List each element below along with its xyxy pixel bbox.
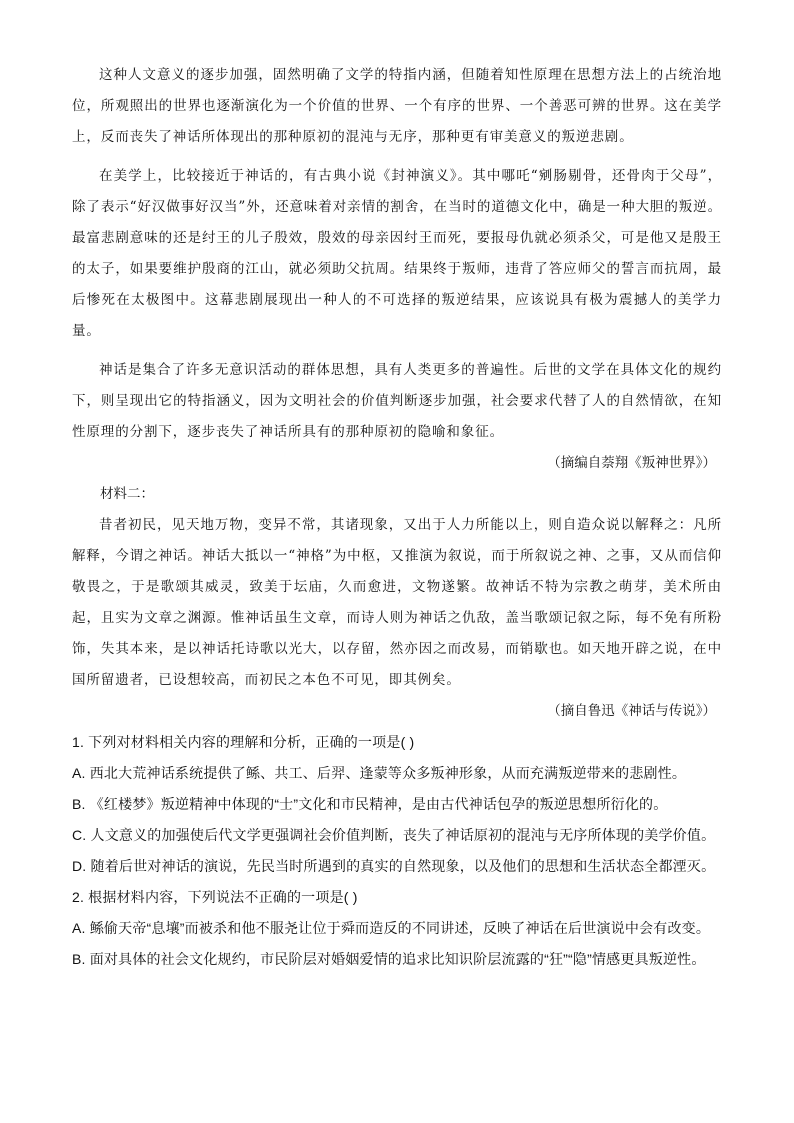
question-1-option-d: D. 随着后世对神话的演说，先民当时所遇到的真实的自然现象，以及他们的思想和生活状态全都湮灭。 bbox=[72, 858, 716, 874]
material-two-paragraph: 昔者初民，见天地万物，变异不常，其诸现象，又出于人力所能以上，则自造众说以解释之：凡所解释，今谓之神话。神话大抵以一“神格”为中枢，又推演为叙说，而于所叙说之神、之事，又从而信仰敬畏之，于是歌颂其威灵，致美于坛庙，久而愈进，文物遂繁。故神话不特为宗教之萌芽，美术所由起，且实为文章之渊源。惟神话虽生文章，而诗人则为神话之仇敌，盖当歌颂记叙之际，每不免有所粉饰，失其本来，是以神话托诗歌以光大，以存留，然亦因之而改易，而销歇也。如天地开辟之说，在中国所留遗者，已设想较高，而初民之本色不可见，即其例矣。 bbox=[72, 517, 722, 688]
question-1-option-c: C. 人文意义的加强使后代文学更强调社会价值判断，丧失了神话原初的混沌与无序所体现的美学价值。 bbox=[72, 827, 716, 843]
material-two-label: 材料二： bbox=[100, 486, 154, 502]
material-one-paragraph-3: 神话是集合了许多无意识活动的群体思想，具有人类更多的普遍性。后世的文学在具体文化的规约下，则呈现出它的特指涵义，因为文明社会的价值判断逐步加强，社会要求代替了人的自然情欲，在知性原理的分割下，逐步丧失了神话所具有的那种原初的隐喻和象征。 bbox=[72, 362, 722, 440]
document-page bbox=[72, 60, 722, 975]
material-two-citation: （摘自鲁迅《神话与传说》） bbox=[547, 703, 716, 719]
question-1-option-b: B. 《红楼梦》叛逆精神中体现的“士”文化和市民精神，是由古代神话包孕的叛逆思想所衍化的。 bbox=[72, 796, 668, 812]
question-1-stem: 1. 下列对材料相关内容的理解和分析，正确的一项是( ) bbox=[72, 734, 415, 750]
question-2-stem: 2. 根据材料内容，下列说法不正确的一项是( ) bbox=[72, 889, 358, 905]
material-one-paragraph-1: 这种人文意义的逐步加强，固然明确了文学的特指内涵，但随着知性原理在思想方法上的占统治地位，所观照出的世界也逐渐演化为一个价值的世界、一个有序的世界、一个善恶可辨的世界。这在美学上，反而丧失了神话所体现出的那种原初的混沌与无序，那种更有审美意义的叛逆悲剧。 bbox=[72, 67, 722, 145]
question-1-option-a: A. 西北大荒神话系统提供了鲧、共工、后羿、逢蒙等众多叛神形象，从而充满叛逆带来的悲剧性。 bbox=[72, 765, 687, 781]
material-one-paragraph-2: 在美学上，比较接近于神话的，有古典小说《封神演义》。其中哪吒“剜肠剔骨，还骨肉于父母”，除了表示“好汉做事好汉当”外，还意味着对亲情的割舍，在当时的道德文化中，确是一种大胆的叛逆。最富悲剧意味的还是纣王的儿子殷效，殷效的母亲因纣王而死，要报母仇就必须杀父，可是他又是殷王的太子，如果要维护殷商的江山，就必须助父抗周。结果终于叛师，违背了答应师父的誓言而抗周，最后惨死在太极图中。这幕悲剧展现出一种人的不可选择的叛逆结果，应该说具有极为震撼人的美学力量。 bbox=[72, 168, 722, 339]
material-one-citation: （摘编自萘翔《叛神世界》） bbox=[547, 455, 716, 471]
question-1 bbox=[72, 727, 722, 882]
question-2-option-a: A. 鲧偷天帝“息壤”而被杀和他不服尧让位于舜而造反的不同讲述，反映了神话在后世演说中会有改变。 bbox=[72, 920, 711, 936]
question-2 bbox=[72, 882, 722, 975]
question-2-option-b: B. 面对具体的社会文化规约，市民阶层对婚姻爱情的追求比知识阶层流露的“狂”“隐”情感更具叛逆性。 bbox=[72, 951, 706, 967]
